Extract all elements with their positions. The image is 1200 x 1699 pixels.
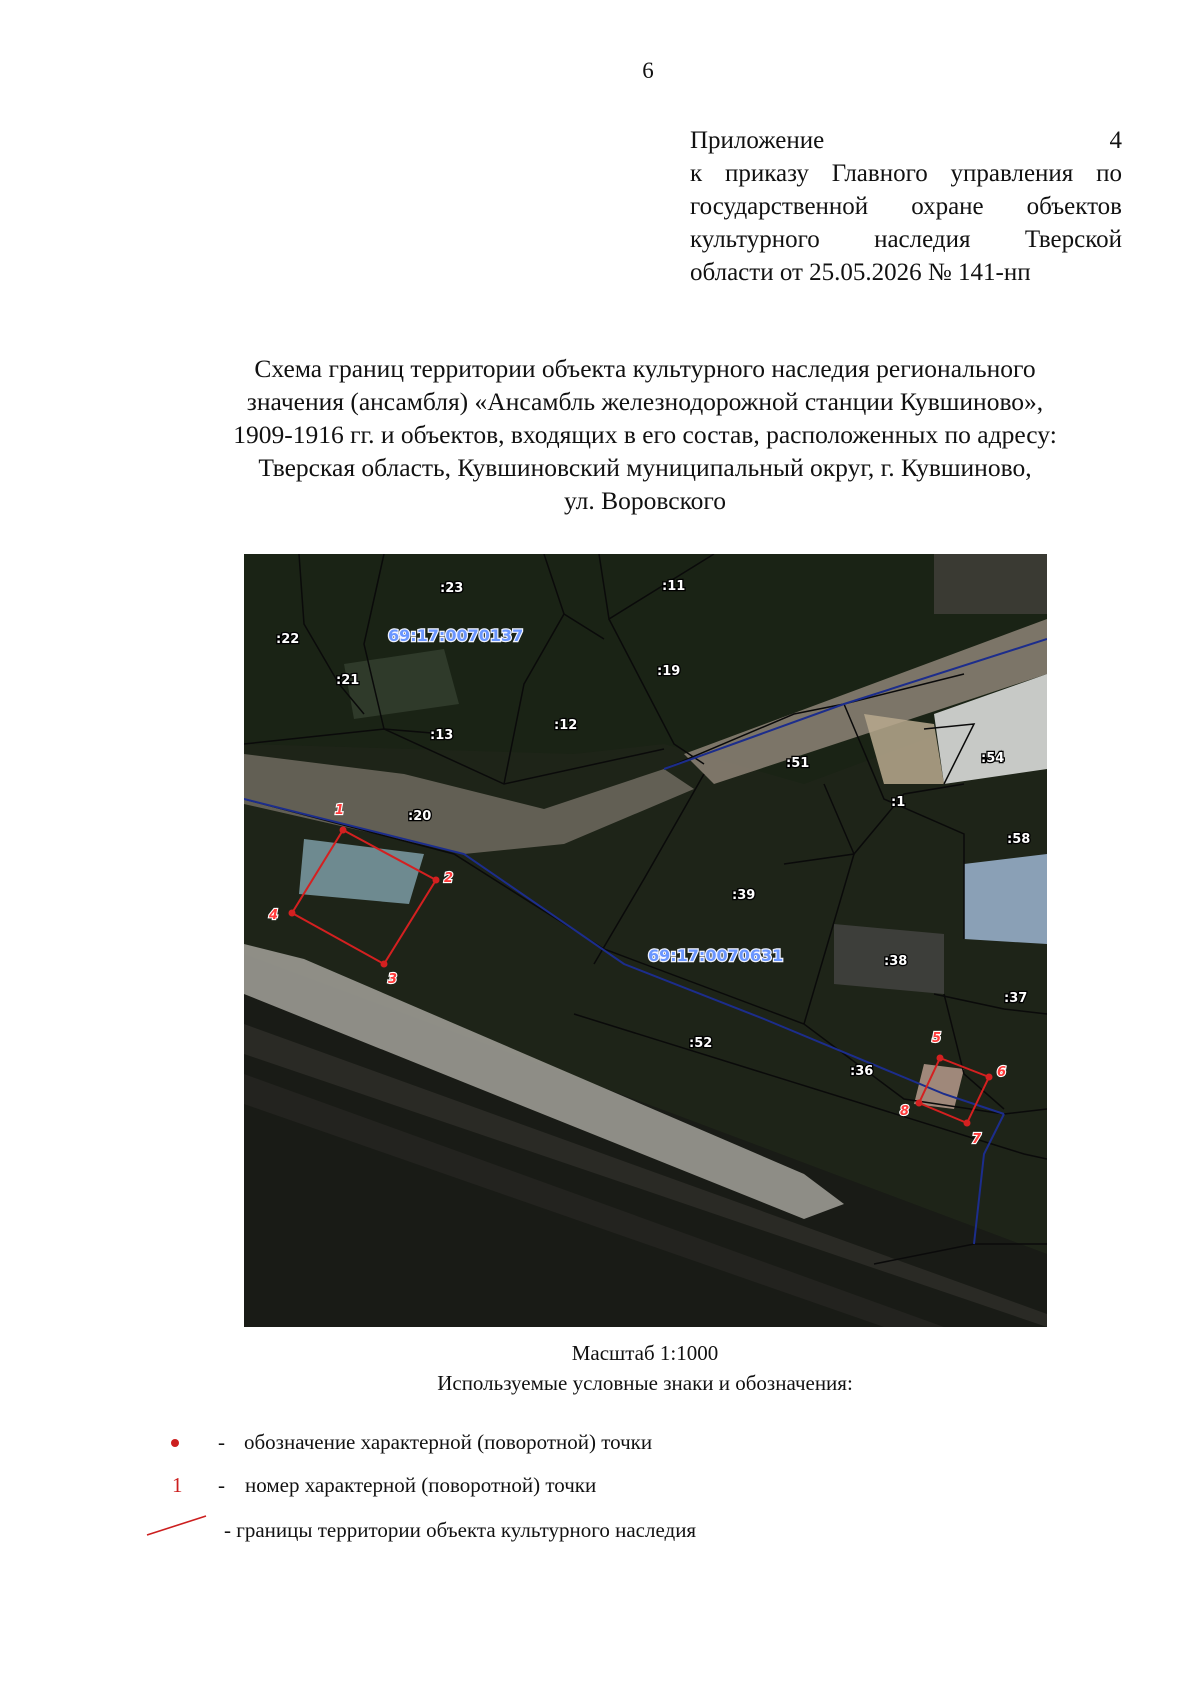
parcel-label: :20 xyxy=(408,809,432,824)
parcel-label: :36 xyxy=(850,1064,874,1079)
title-line: значения (ансамбля) «Ансамбль железнодорожной станции Кувшиново», xyxy=(246,387,1044,416)
boundary-point xyxy=(289,910,296,917)
quarter-label: 69:17:0070137 xyxy=(388,626,524,645)
legend-dash: - xyxy=(218,1430,225,1454)
parcel-label: :22 xyxy=(276,632,300,647)
parcel-label: :58 xyxy=(1007,832,1031,847)
parcel-label: :11 xyxy=(662,579,686,594)
boundary-point xyxy=(986,1074,993,1081)
appendix-line: государственной охране объектов xyxy=(690,193,1122,220)
boundary-point xyxy=(916,1100,923,1107)
boundary-point-number: 4 xyxy=(269,908,279,923)
boundary-point-number: 1 xyxy=(335,803,345,818)
appendix-header xyxy=(690,124,1122,289)
parcel-label: :21 xyxy=(336,673,360,688)
parcel-label: :52 xyxy=(689,1036,713,1051)
parcel-label: :39 xyxy=(732,888,756,903)
parcel-label: :13 xyxy=(430,728,454,743)
red-dot-icon xyxy=(171,1439,179,1447)
title-line: Тверская область, Кувшиновский муниципальный округ, г. Кувшиново, xyxy=(258,453,1032,482)
legend-dash: - xyxy=(218,1473,225,1497)
building-roof xyxy=(964,854,1047,944)
title-line: 1909-1916 гг. и объектов, входящих в его состав, расположенных по адресу: xyxy=(233,420,1057,449)
boundary-point xyxy=(937,1055,944,1062)
parcel-label: :38 xyxy=(884,954,908,969)
parcel-label: :54 xyxy=(981,751,1005,766)
boundary-point xyxy=(340,827,347,834)
legend-text: обозначение характерной (поворотной) точки xyxy=(244,1430,653,1454)
boundary-point xyxy=(381,961,388,968)
map-scale: Масштаб 1:1000 xyxy=(571,1341,719,1365)
legend-text: - границы территории объекта культурного наследия xyxy=(224,1518,697,1542)
buildings-north xyxy=(934,554,1047,614)
boundary-point-number: 7 xyxy=(972,1132,982,1147)
parcel-label: :1 xyxy=(891,795,906,810)
cadastral-map xyxy=(244,554,1047,1327)
title-line: Схема границ территории объекта культурного наследия регионального xyxy=(254,354,1036,383)
title-line: ул. Воровского xyxy=(564,486,726,515)
boundary-point-number: 3 xyxy=(388,972,398,987)
parcel-label: :51 xyxy=(786,756,810,771)
boundary-point-number: 6 xyxy=(997,1065,1007,1080)
parcel-label: :23 xyxy=(440,581,464,596)
quarter-label: 69:17:0070631 xyxy=(648,946,784,965)
parcel-label: :19 xyxy=(657,664,681,679)
legend-point-number: 1 xyxy=(172,1473,183,1497)
document-title xyxy=(120,352,1170,517)
red-line-icon xyxy=(146,1514,208,1538)
parcel-label: :12 xyxy=(554,718,578,733)
appendix-line: области от 25.05.2026 № 141-нп xyxy=(690,259,1031,286)
boundary-point-number: 2 xyxy=(444,871,454,886)
appendix-line: к приказу Главного управления по xyxy=(690,160,1122,187)
appendix-line: культурного наследия Тверской xyxy=(690,226,1122,253)
appendix-line: Приложение 4 xyxy=(690,127,1122,154)
boundary-point xyxy=(964,1120,971,1127)
boundary-point xyxy=(433,877,440,884)
page-number: 6 xyxy=(642,58,654,83)
legend-title: Используемые условные знаки и обозначения: xyxy=(437,1371,853,1395)
parcel-label: :37 xyxy=(1004,991,1028,1006)
legend-text: номер характерной (поворотной) точки xyxy=(245,1473,597,1497)
boundary-point-number: 5 xyxy=(932,1031,942,1046)
boundary-point-number: 8 xyxy=(900,1104,910,1119)
map-svg xyxy=(244,554,1047,1327)
